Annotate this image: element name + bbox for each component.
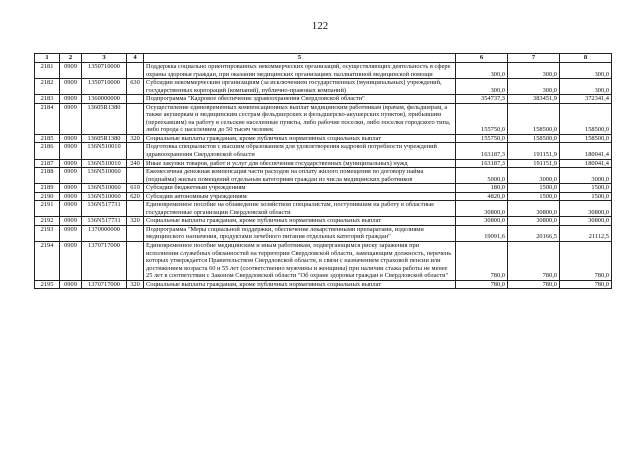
table-row <box>35 225 612 241</box>
amount-year1-cell: 155750,0 <box>456 103 508 134</box>
amount-year2-cell: 20166,5 <box>508 225 560 241</box>
section-code-cell: 0909 <box>60 217 82 226</box>
amount-year1-cell: 30800,0 <box>456 201 508 217</box>
amount-year1-cell: 155750,0 <box>456 134 508 143</box>
amount-year2-cell: 30800,0 <box>508 201 560 217</box>
target-article-cell: 1370717000 <box>82 280 127 289</box>
amount-year3-cell: 300,0 <box>560 79 612 95</box>
target-article-cell: 1350710000 <box>82 79 127 95</box>
section-code-cell: 0909 <box>60 79 82 95</box>
row-number-cell: 2195 <box>35 280 60 289</box>
target-article-cell: 136N510010 <box>82 159 127 168</box>
amount-year3-cell: 1500,0 <box>560 184 612 193</box>
description-cell: Субсидии бюджетным учреждениям <box>144 184 456 193</box>
description-cell: Иные закупки товаров, работ и услуг для обеспечения государственных (муниципальных) нужд <box>144 159 456 168</box>
description-cell: Социальные выплаты гражданам, кроме публичных нормативных социальных выплат <box>144 134 456 143</box>
amount-year3-cell: 300,0 <box>560 63 612 79</box>
amount-year1-cell: 300,0 <box>456 63 508 79</box>
amount-year1-cell: 780,0 <box>456 242 508 281</box>
target-article-cell: 136N510060 <box>82 192 127 201</box>
description-cell: Единовременное пособие медицинским и иным работникам, подвергающимся риску заражения при исполнении служебных обязанностей на территории Свердловской области, замещающим должность, перечень которых утверждается Правительством Свердловской области, в связи с назначением страховой пенсии или достижением возраста 60 и 55 лет (соответственно мужчины и женщины) при наличии стажа работы не менее 25 лет в соответствии с Законом Свердловской области "Об охране здоровья граждан в Свердловской области" <box>144 242 456 281</box>
expense-type-cell <box>127 168 144 184</box>
row-number-cell: 2191 <box>35 201 60 217</box>
amount-year2-cell: 1500,0 <box>508 192 560 201</box>
target-article-cell: 1370717000 <box>82 242 127 281</box>
row-number-cell: 2192 <box>35 217 60 226</box>
amount-year2-cell: 300,0 <box>508 63 560 79</box>
amount-year2-cell: 158500,0 <box>508 134 560 143</box>
amount-year1-cell: 780,0 <box>456 280 508 289</box>
page-number: 122 <box>311 20 329 32</box>
description-cell: Подпрограмма "Меры социальной поддержки, обеспечение лекарственными препаратами, изделиями медицинского назначения, продуктами лечебного питания отдельных категорий граждан" <box>144 225 456 241</box>
amount-year1-cell: 30800,0 <box>456 217 508 226</box>
table-row <box>35 95 612 104</box>
target-article-cell: 13605R1380 <box>82 103 127 134</box>
row-number-cell: 2190 <box>35 192 60 201</box>
table-row <box>35 103 612 134</box>
amount-year1-cell: 163187,3 <box>456 143 508 159</box>
table-row <box>35 143 612 159</box>
target-article-cell: 1360000000 <box>82 95 127 104</box>
amount-year3-cell: 1500,0 <box>560 192 612 201</box>
table-row <box>35 79 612 95</box>
expense-type-cell <box>127 225 144 241</box>
row-number-cell: 2181 <box>35 63 60 79</box>
row-number-cell: 2188 <box>35 168 60 184</box>
row-number-cell: 2185 <box>35 134 60 143</box>
table-row <box>35 201 612 217</box>
section-code-cell: 0909 <box>60 201 82 217</box>
amount-year3-cell: 180041,4 <box>560 159 612 168</box>
amount-year3-cell: 30800,0 <box>560 217 612 226</box>
amount-year3-cell: 180041,4 <box>560 143 612 159</box>
table-row <box>35 217 612 226</box>
section-code-cell: 0909 <box>60 184 82 193</box>
section-code-cell: 0909 <box>60 242 82 281</box>
description-cell: Единовременное пособие на обзаведение хозяйством специалистам, поступившим на работу в областные государственные организации Свердловской области <box>144 201 456 217</box>
description-cell: Социальные выплаты гражданам, кроме публичных нормативных социальных выплат <box>144 217 456 226</box>
target-article-cell: 136N517731 <box>82 201 127 217</box>
section-code-cell: 0909 <box>60 159 82 168</box>
description-cell: Субсидии автономным учреждениям <box>144 192 456 201</box>
amount-year3-cell: 3000,0 <box>560 168 612 184</box>
row-number-cell: 2184 <box>35 103 60 134</box>
row-number-cell: 2194 <box>35 242 60 281</box>
description-cell: Осуществление единовременных компенсационных выплат медицинским работникам (врачам, фельдшерам, а также акушеркам и медицинским сестрам фельдшерских и фельдшерско-акушерских пунктов), прибывшим (переехавшим) на работу в сельские населенные пункты, либо рабочие поселки, либо поселки городского типа, либо города с населением до 50 тысяч человек <box>144 103 456 134</box>
target-article-cell: 13605R1380 <box>82 134 127 143</box>
expense-type-cell <box>127 63 144 79</box>
expense-type-cell <box>127 201 144 217</box>
table-header-row <box>35 54 612 63</box>
amount-year2-cell: 780,0 <box>508 242 560 281</box>
amount-year1-cell: 180,0 <box>456 184 508 193</box>
column-header: 3 <box>82 54 127 63</box>
row-number-cell: 2193 <box>35 225 60 241</box>
amount-year2-cell: 30800,0 <box>508 217 560 226</box>
amount-year2-cell: 3000,0 <box>508 168 560 184</box>
amount-year1-cell: 354737,3 <box>456 95 508 104</box>
expense-type-cell: 630 <box>127 79 144 95</box>
section-code-cell: 0909 <box>60 103 82 134</box>
amount-year1-cell: 5000,0 <box>456 168 508 184</box>
amount-year2-cell: 191151,9 <box>508 159 560 168</box>
section-code-cell: 0909 <box>60 143 82 159</box>
section-code-cell: 0909 <box>60 134 82 143</box>
amount-year2-cell: 158500,0 <box>508 103 560 134</box>
row-number-cell: 2187 <box>35 159 60 168</box>
section-code-cell: 0909 <box>60 63 82 79</box>
section-code-cell: 0909 <box>60 168 82 184</box>
expense-type-cell: 240 <box>127 159 144 168</box>
description-cell: Ежемесячная денежная компенсация части расходов на оплату жилого помещения по договору найма (поднайма) жилых помещений отдельным категориям граждан из числа медицинских работников <box>144 168 456 184</box>
description-cell: Подпрограмма "Кадровое обеспечение здравоохранения Свердловской области" <box>144 95 456 104</box>
amount-year2-cell: 780,0 <box>508 280 560 289</box>
table-row <box>35 192 612 201</box>
amount-year3-cell: 158500,0 <box>560 134 612 143</box>
amount-year3-cell: 30800,0 <box>560 201 612 217</box>
target-article-cell: 136N510010 <box>82 143 127 159</box>
column-header: 1 <box>35 54 60 63</box>
description-cell: Субсидии некоммерческим организациям (за исключением государственных (муниципальных) учреждений, государственных корпораций (компаний), публично-правовых компаний) <box>144 79 456 95</box>
amount-year1-cell: 4820,0 <box>456 192 508 201</box>
row-number-cell: 2189 <box>35 184 60 193</box>
column-header: 4 <box>127 54 144 63</box>
column-header: 7 <box>508 54 560 63</box>
amount-year3-cell: 780,0 <box>560 242 612 281</box>
table-row <box>35 168 612 184</box>
amount-year3-cell: 21112,5 <box>560 225 612 241</box>
table-row <box>35 159 612 168</box>
expense-type-cell <box>127 95 144 104</box>
table-row <box>35 242 612 281</box>
expense-type-cell: 320 <box>127 217 144 226</box>
table-row <box>35 280 612 289</box>
column-header: 5 <box>144 54 456 63</box>
description-cell: Поддержка социально ориентированных некоммерческих организаций, осуществляющих деятельность в сфере охраны здоровья граждан, при оказании медицинских организациях паллиативной медицинской помощи <box>144 63 456 79</box>
expense-type-cell <box>127 242 144 281</box>
section-code-cell: 0909 <box>60 192 82 201</box>
description-cell: Подготовка специалистов с высшим образованием для удовлетворения кадровой потребности учреждений здравоохранения Свердловской области <box>144 143 456 159</box>
section-code-cell: 0909 <box>60 225 82 241</box>
target-article-cell: 136N510060 <box>82 168 127 184</box>
amount-year2-cell: 300,0 <box>508 79 560 95</box>
expense-type-cell <box>127 103 144 134</box>
amount-year1-cell: 19091,6 <box>456 225 508 241</box>
row-number-cell: 2182 <box>35 79 60 95</box>
section-code-cell: 0909 <box>60 95 82 104</box>
expense-type-cell: 620 <box>127 192 144 201</box>
amount-year3-cell: 158500,0 <box>560 103 612 134</box>
amount-year2-cell: 383451,9 <box>508 95 560 104</box>
section-code-cell: 0909 <box>60 280 82 289</box>
amount-year2-cell: 1500,0 <box>508 184 560 193</box>
row-number-cell: 2183 <box>35 95 60 104</box>
table-row <box>35 63 612 79</box>
expense-type-cell <box>127 143 144 159</box>
expense-type-cell: 320 <box>127 134 144 143</box>
amount-year3-cell: 780,0 <box>560 280 612 289</box>
target-article-cell: 136N510060 <box>82 184 127 193</box>
amount-year3-cell: 372341,4 <box>560 95 612 104</box>
table-row <box>35 134 612 143</box>
description-cell: Социальные выплаты гражданам, кроме публичных нормативных социальных выплат <box>144 280 456 289</box>
expense-type-cell: 610 <box>127 184 144 193</box>
expense-type-cell: 320 <box>127 280 144 289</box>
target-article-cell: 1350710000 <box>82 63 127 79</box>
budget-table <box>34 53 612 289</box>
column-header: 2 <box>60 54 82 63</box>
row-number-cell: 2186 <box>35 143 60 159</box>
target-article-cell: 136N517731 <box>82 217 127 226</box>
column-header: 6 <box>456 54 508 63</box>
amount-year1-cell: 300,0 <box>456 79 508 95</box>
amount-year2-cell: 191151,9 <box>508 143 560 159</box>
target-article-cell: 1370000000 <box>82 225 127 241</box>
amount-year1-cell: 163187,3 <box>456 159 508 168</box>
column-header: 8 <box>560 54 612 63</box>
table-row <box>35 184 612 193</box>
